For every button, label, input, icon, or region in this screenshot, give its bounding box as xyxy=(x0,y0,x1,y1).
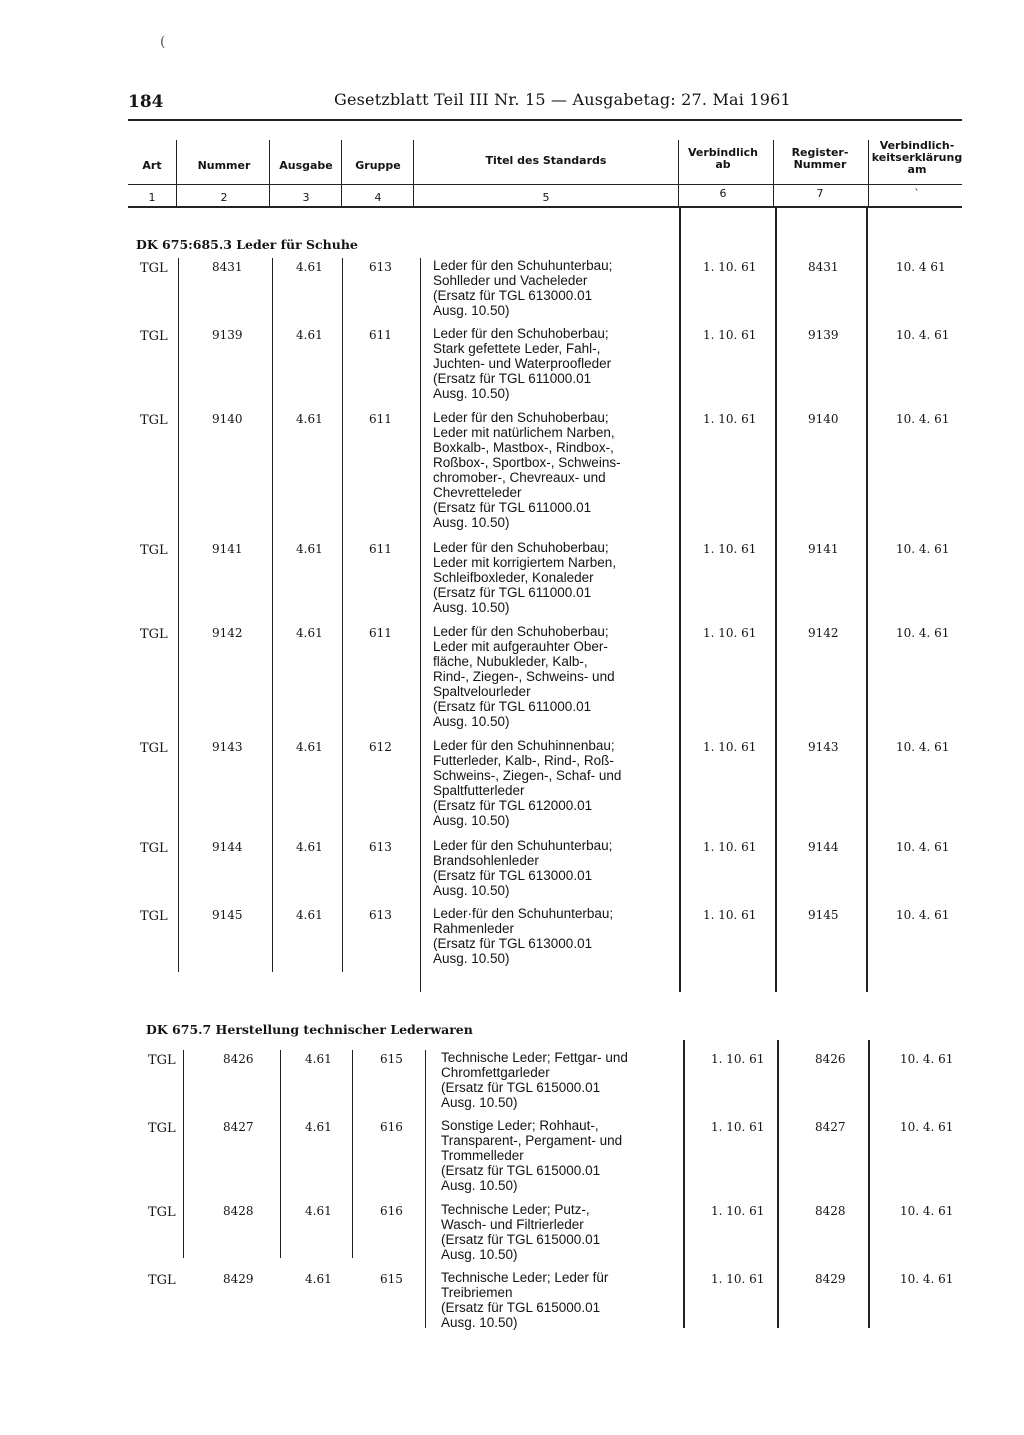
row-titel: Leder für den Schuhoberbau; Leder mit aufgerauhter Ober- fläche, Nubukleder, Kalb-, Rind-, Ziegen-, Schweins- und Spaltvelourleder (Ersatz für TGL 611000.01 Ausg. 10.50) xyxy=(433,624,615,729)
column-separator xyxy=(342,258,343,972)
section-heading: DK 675:685.3 Leder für Schuhe xyxy=(136,237,358,252)
column-separator xyxy=(178,258,179,972)
column-separator xyxy=(183,1050,184,1258)
row-verbindlich-ab: 1. 10. 61 xyxy=(703,740,757,754)
column-number: 2 xyxy=(220,191,228,204)
row-gruppe: 611 xyxy=(369,412,392,426)
column-header-label: Verbindlich- xyxy=(879,139,955,152)
row-art: TGL xyxy=(140,261,168,276)
row-titel: Technische Leder; Putz-, Wasch- und Filtrierleder (Ersatz für TGL 615000.01 Ausg. 10.50) xyxy=(441,1202,601,1262)
column-separator xyxy=(683,1040,685,1328)
column-number: 7 xyxy=(816,187,824,200)
row-register-nummer: 8426 xyxy=(815,1052,846,1066)
row-art: TGL xyxy=(140,909,168,924)
column-separator xyxy=(777,1040,779,1328)
row-titel: Leder für den Schuhoberbau; Leder mit korrigiertem Narben, Schleifboxleder, Konaleder (Ersatz für TGL 611000.01 Ausg. 10.50) xyxy=(433,540,617,615)
column-number: 4 xyxy=(374,191,382,204)
row-titel: Leder für den Schuhoberbau; Stark gefettete Leder, Fahl-, Juchten- und Waterproofleder (Ersatz für TGL 611000.01 Ausg. 10.50) xyxy=(433,326,612,401)
row-art: TGL xyxy=(140,841,168,856)
column-separator xyxy=(679,208,681,992)
row-register-nummer: 9139 xyxy=(808,328,839,342)
row-verbindlich-ab: 1. 10. 61 xyxy=(711,1052,765,1066)
row-art: TGL xyxy=(148,1205,176,1220)
row-ausgabe: 4.61 xyxy=(305,1052,332,1066)
row-nummer: 9145 xyxy=(212,908,243,922)
header-rule xyxy=(128,119,962,121)
column-separator xyxy=(868,1040,870,1328)
column-header-label: Titel des Standards xyxy=(485,154,607,167)
row-register-nummer: 9143 xyxy=(808,740,839,754)
row-verbindlich-ab: 1. 10. 61 xyxy=(711,1272,765,1286)
column-header-label: Nummer xyxy=(793,158,847,171)
row-nummer: 9142 xyxy=(212,626,243,640)
row-gruppe: 613 xyxy=(369,840,392,854)
row-titel: Leder·für den Schuhunterbau; Rahmenleder (Ersatz für TGL 613000.01 Ausg. 10.50) xyxy=(433,906,614,966)
column-header-label: am xyxy=(907,163,927,176)
row-gruppe: 613 xyxy=(369,908,392,922)
row-register-nummer: 9140 xyxy=(808,412,839,426)
column-separator xyxy=(773,140,774,208)
column-separator xyxy=(280,1050,281,1258)
column-separator xyxy=(413,140,414,208)
row-verbindlichkeitserklaerung: 10. 4. 61 xyxy=(896,328,950,342)
row-verbindlichkeitserklaerung: 10. 4. 61 xyxy=(900,1120,954,1134)
column-number-rule xyxy=(128,206,962,208)
column-separator xyxy=(272,258,273,972)
row-ausgabe: 4.61 xyxy=(296,626,323,640)
row-verbindlichkeitserklaerung: 10. 4. 61 xyxy=(896,840,950,854)
row-gruppe: 615 xyxy=(380,1272,403,1286)
row-register-nummer: 8427 xyxy=(815,1120,846,1134)
column-separator xyxy=(269,140,270,208)
row-verbindlichkeitserklaerung: 10. 4. 61 xyxy=(900,1204,954,1218)
row-ausgabe: 4.61 xyxy=(305,1120,332,1134)
row-art: TGL xyxy=(140,627,168,642)
column-separator xyxy=(868,140,869,208)
page-title: Gesetzblatt Teil III Nr. 15 — Ausgabetag: 27. Mai 1961 xyxy=(334,90,791,109)
column-header-label: Gruppe xyxy=(355,159,401,172)
row-art: TGL xyxy=(140,543,168,558)
row-verbindlich-ab: 1. 10. 61 xyxy=(711,1204,765,1218)
row-verbindlichkeitserklaerung: 10. 4. 61 xyxy=(900,1272,954,1286)
column-separator xyxy=(425,1050,426,1328)
row-gruppe: 616 xyxy=(380,1120,403,1134)
section-heading: DK 675.7 Herstellung technischer Lederwaren xyxy=(146,1022,473,1037)
column-separator xyxy=(678,140,679,208)
column-header-label: Verbindlich xyxy=(687,146,759,159)
row-art: TGL xyxy=(140,329,168,344)
page-number: 184 xyxy=(128,92,164,112)
row-titel: Sonstige Leder; Rohhaut-, Transparent-, Pergament- und Trommelleder (Ersatz für TGL 615000.01 Ausg. 10.50) xyxy=(441,1118,623,1193)
row-art: TGL xyxy=(148,1121,176,1136)
row-verbindlich-ab: 1. 10. 61 xyxy=(703,626,757,640)
row-titel: Leder für den Schuhunterbau; Sohlleder und Vacheleder (Ersatz für TGL 613000.01 Ausg. 10.50) xyxy=(433,258,613,318)
column-header-label: Nummer xyxy=(197,159,251,172)
row-ausgabe: 4.61 xyxy=(296,908,323,922)
row-titel: Technische Leder; Leder für Treibriemen (Ersatz für TGL 615000.01 Ausg. 10.50) xyxy=(441,1270,609,1330)
row-gruppe: 616 xyxy=(380,1204,403,1218)
row-verbindlich-ab: 1. 10. 61 xyxy=(711,1120,765,1134)
row-gruppe: 613 xyxy=(369,260,392,274)
row-nummer: 8429 xyxy=(223,1272,254,1286)
row-verbindlich-ab: 1. 10. 61 xyxy=(703,260,757,274)
row-nummer: 8427 xyxy=(223,1120,254,1134)
row-gruppe: 611 xyxy=(369,328,392,342)
row-ausgabe: 4.61 xyxy=(296,412,323,426)
column-number: 6 xyxy=(719,187,727,200)
row-register-nummer: 8429 xyxy=(815,1272,846,1286)
row-gruppe: 611 xyxy=(369,542,392,556)
row-verbindlichkeitserklaerung: 10. 4 61 xyxy=(896,260,946,274)
column-header-label: keitserklärung xyxy=(871,151,963,164)
row-nummer: 8428 xyxy=(223,1204,254,1218)
row-register-nummer: 9141 xyxy=(808,542,839,556)
column-header-label: Ausgabe xyxy=(279,159,333,172)
column-number: ` xyxy=(914,187,920,200)
row-register-nummer: 9142 xyxy=(808,626,839,640)
row-ausgabe: 4.61 xyxy=(296,328,323,342)
row-ausgabe: 4.61 xyxy=(305,1204,332,1218)
row-nummer: 9140 xyxy=(212,412,243,426)
row-nummer: 8431 xyxy=(212,260,243,274)
row-verbindlichkeitserklaerung: 10. 4. 61 xyxy=(900,1052,954,1066)
row-verbindlichkeitserklaerung: 10. 4. 61 xyxy=(896,626,950,640)
row-titel: Leder für den Schuhunterbau; Brandsohlenleder (Ersatz für TGL 613000.01 Ausg. 10.50) xyxy=(433,838,613,898)
row-verbindlich-ab: 1. 10. 61 xyxy=(703,908,757,922)
column-separator xyxy=(420,258,421,992)
row-nummer: 9141 xyxy=(212,542,243,556)
row-register-nummer: 9144 xyxy=(808,840,839,854)
column-separator xyxy=(341,140,342,208)
row-nummer: 9144 xyxy=(212,840,243,854)
row-titel: Leder für den Schuhoberbau; Leder mit natürlichem Narben, Boxkalb-, Mastbox-, Rindbox-, Roßbox-, Sportbox-, Schweins- chromober-, Chevreaux- und Chevretteleder (Ersatz für TGL 611000.01 Ausg. 10.50) xyxy=(433,410,621,530)
column-header-label: Register- xyxy=(791,146,849,159)
column-number: 5 xyxy=(542,191,550,204)
row-verbindlichkeitserklaerung: 10. 4. 61 xyxy=(896,542,950,556)
column-header-rule xyxy=(128,184,962,185)
column-separator xyxy=(352,1050,353,1258)
row-titel: Leder für den Schuhinnenbau; Futterleder, Kalb-, Rind-, Roß- Schweins-, Ziegen-, Schaf- und Spaltfutterleder (Ersatz für TGL 612000.01 Ausg. 10.50) xyxy=(433,738,622,828)
row-art: TGL xyxy=(140,413,168,428)
row-gruppe: 615 xyxy=(380,1052,403,1066)
scan-speck: ( xyxy=(160,34,166,50)
row-art: TGL xyxy=(140,741,168,756)
row-verbindlich-ab: 1. 10. 61 xyxy=(703,412,757,426)
column-number: 3 xyxy=(302,191,310,204)
column-number: 1 xyxy=(148,191,156,204)
row-ausgabe: 4.61 xyxy=(296,542,323,556)
row-register-nummer: 8431 xyxy=(808,260,839,274)
row-titel: Technische Leder; Fettgar- und Chromfettgarleder (Ersatz für TGL 615000.01 Ausg. 10.50) xyxy=(441,1050,628,1110)
row-ausgabe: 4.61 xyxy=(296,740,323,754)
row-art: TGL xyxy=(148,1053,176,1068)
row-ausgabe: 4.61 xyxy=(296,840,323,854)
row-verbindlichkeitserklaerung: 10. 4. 61 xyxy=(896,740,950,754)
row-verbindlich-ab: 1. 10. 61 xyxy=(703,840,757,854)
row-gruppe: 612 xyxy=(369,740,392,754)
row-nummer: 8426 xyxy=(223,1052,254,1066)
column-separator xyxy=(176,140,177,208)
row-gruppe: 611 xyxy=(369,626,392,640)
column-separator xyxy=(775,208,777,992)
row-nummer: 9139 xyxy=(212,328,243,342)
column-header-label: ab xyxy=(715,158,731,171)
column-header-label: Art xyxy=(142,159,162,172)
row-art: TGL xyxy=(148,1273,176,1288)
row-ausgabe: 4.61 xyxy=(305,1272,332,1286)
row-verbindlichkeitserklaerung: 10. 4. 61 xyxy=(896,908,950,922)
row-register-nummer: 8428 xyxy=(815,1204,846,1218)
column-separator xyxy=(866,208,868,992)
row-verbindlich-ab: 1. 10. 61 xyxy=(703,542,757,556)
row-ausgabe: 4.61 xyxy=(296,260,323,274)
row-nummer: 9143 xyxy=(212,740,243,754)
row-verbindlichkeitserklaerung: 10. 4. 61 xyxy=(896,412,950,426)
row-verbindlich-ab: 1. 10. 61 xyxy=(703,328,757,342)
row-register-nummer: 9145 xyxy=(808,908,839,922)
